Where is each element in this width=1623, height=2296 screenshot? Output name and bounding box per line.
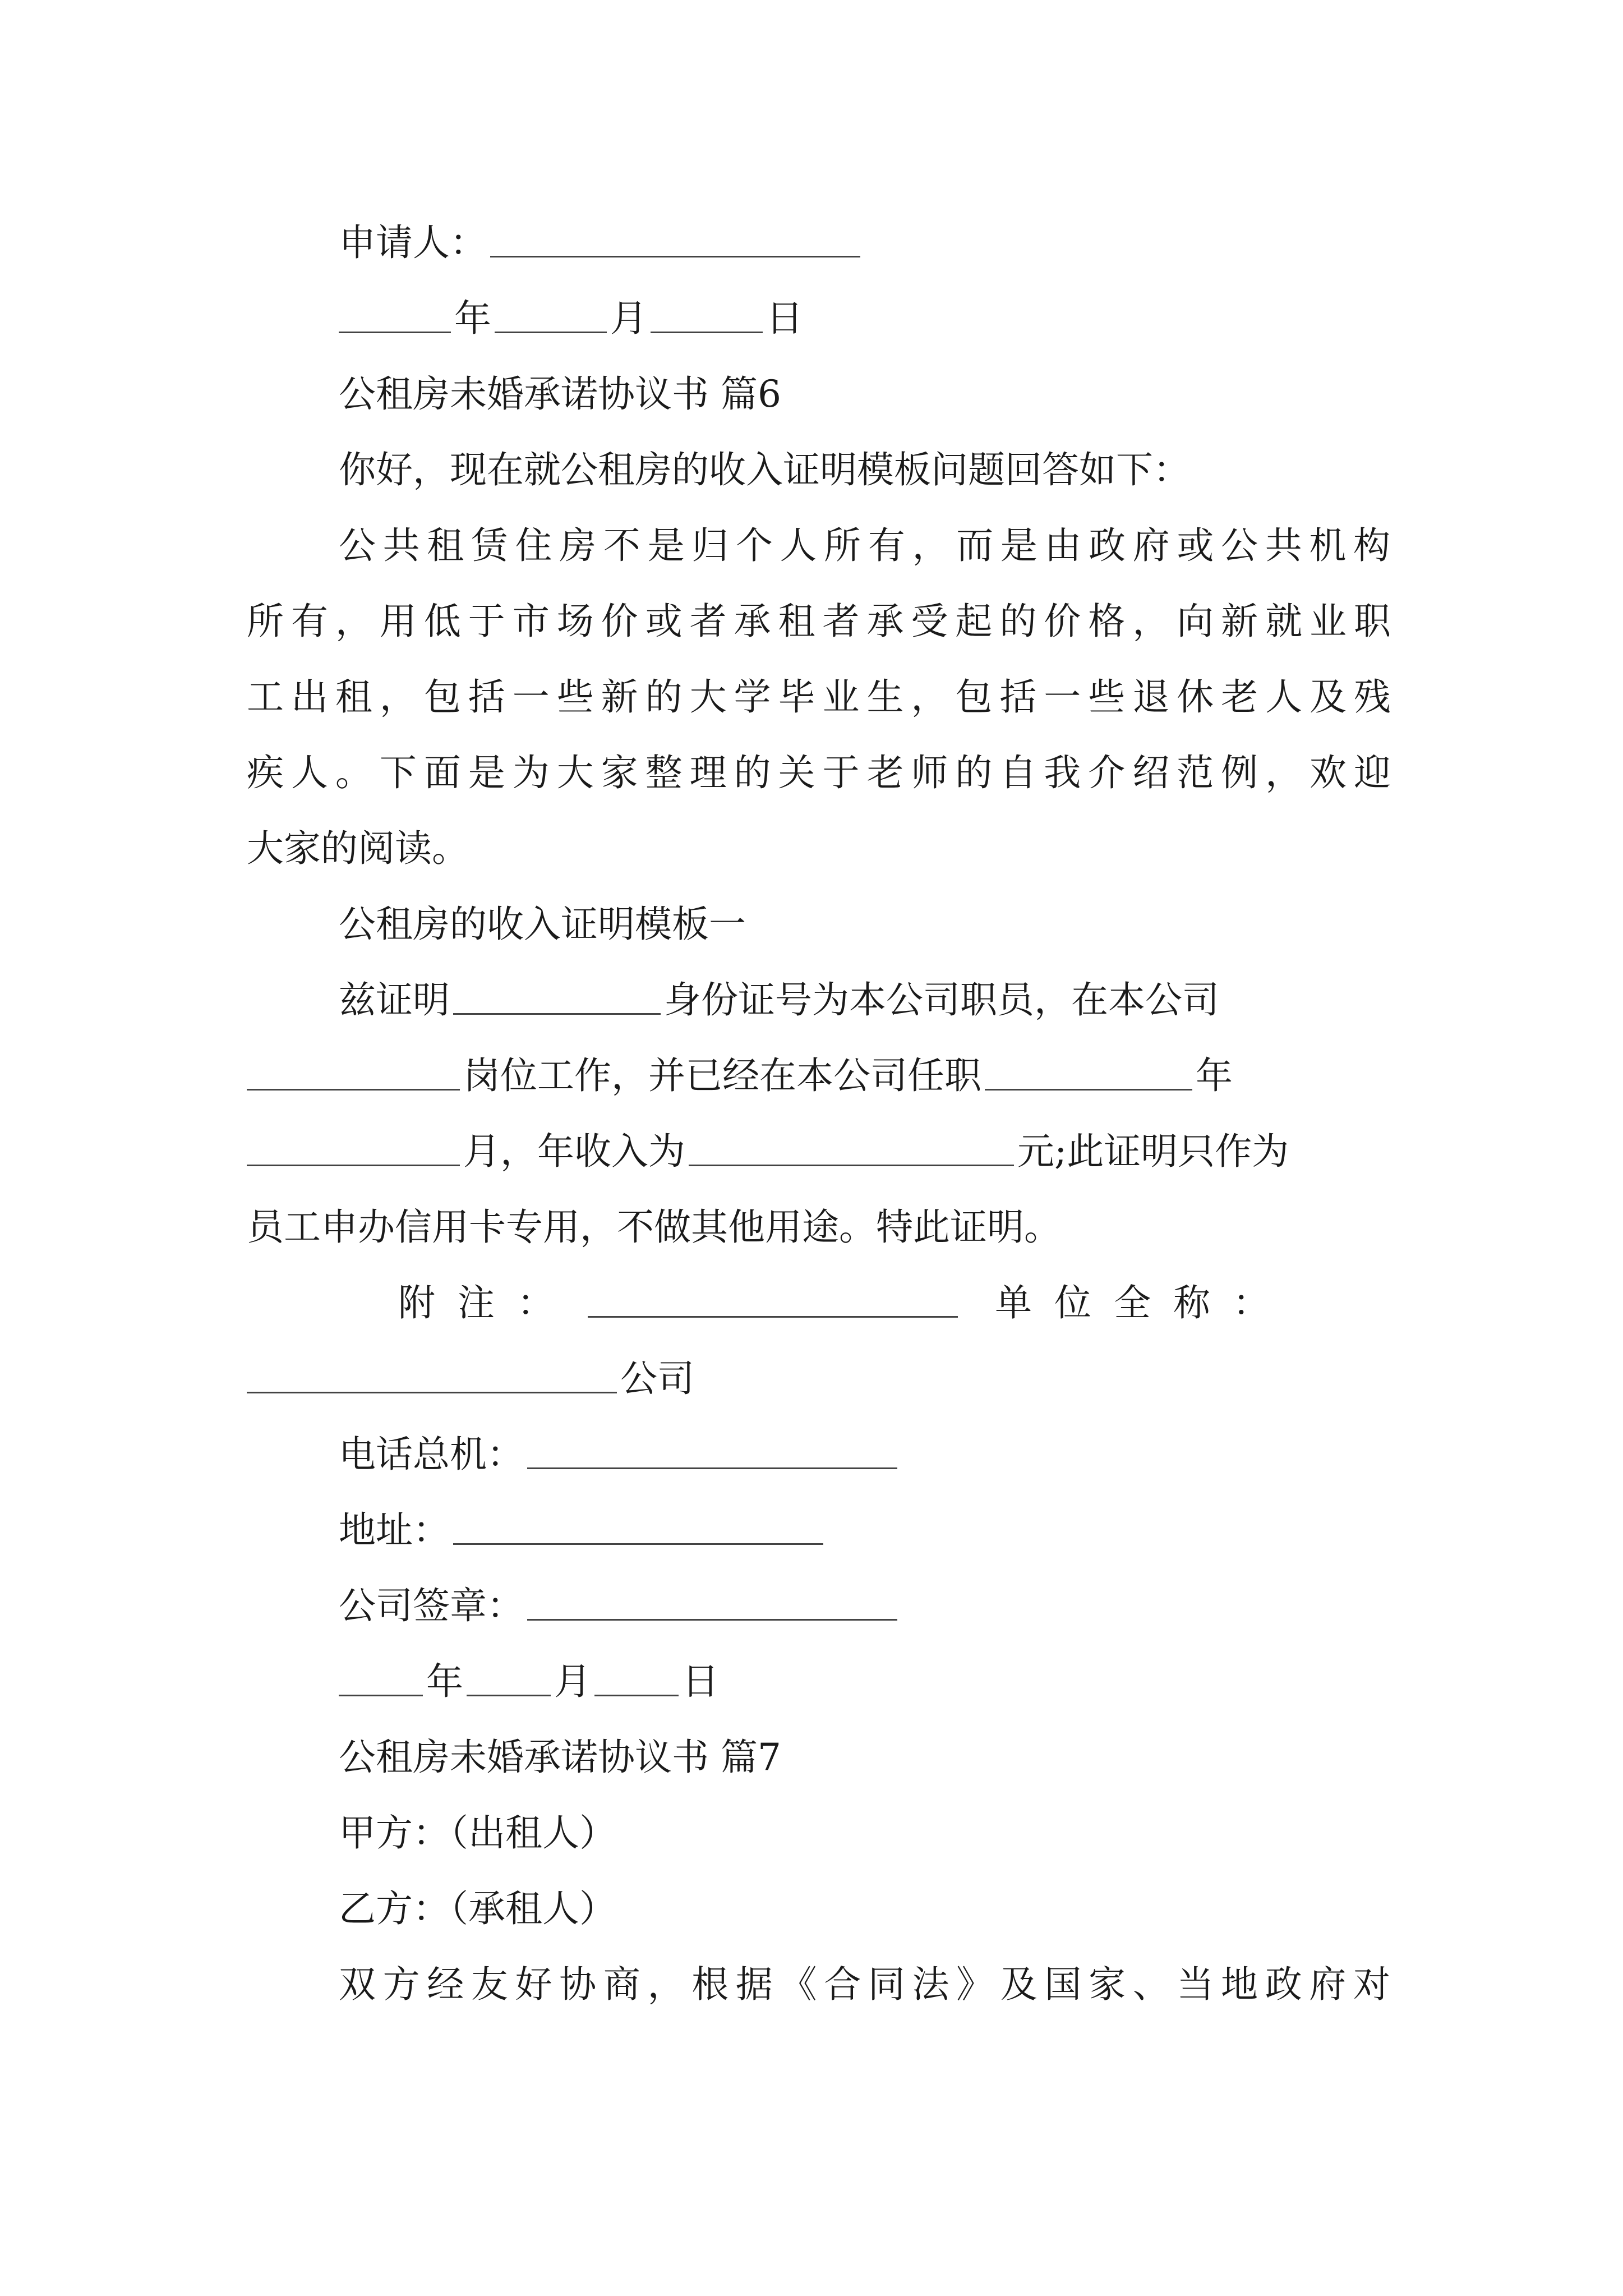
year-label: 年 [1196, 1054, 1233, 1097]
address-line [339, 1508, 1483, 1552]
day-blank[interactable] [594, 1667, 679, 1696]
month-label: 月 [610, 297, 647, 340]
telephone-blank[interactable] [527, 1439, 897, 1469]
certify-text: 岗位工作，并已经在本公司任职 [463, 1054, 981, 1097]
agreement-line: 双方经友好协商，根据《合同法》及国家、当地政府对 [339, 1963, 1390, 2006]
template-heading: 公租房的收入证明模板一 [339, 903, 746, 946]
paragraph-line: 疾人。下面是为大家整理的关于老师的自我介绍范例，欢迎 [247, 751, 1391, 794]
year-blank[interactable] [339, 303, 451, 333]
applicant-label: 申请人： [339, 221, 487, 264]
paragraph-line: 所有，用低于市场价或者承租者承受起的价格，向新就业职 [247, 600, 1391, 643]
address-label: 地址： [339, 1508, 450, 1552]
company-suffix: 公司 [620, 1357, 694, 1400]
section-heading-6: 公租房未婚承诺协议书 篇6 [339, 372, 781, 416]
certify-text: 月，年收入为 [463, 1130, 685, 1173]
telephone-line [339, 1433, 1483, 1476]
certificate-line [247, 1054, 1391, 1097]
certify-label: 兹证明 [339, 978, 450, 1022]
party-b-line: 乙方：（承租人） [339, 1887, 616, 1930]
address-blank[interactable] [453, 1515, 823, 1545]
date-line-2 [339, 1660, 1483, 1703]
company-line [247, 1357, 1391, 1400]
certificate-line [339, 978, 1390, 1022]
year-label: 年 [454, 297, 491, 340]
day-label: 日 [766, 297, 803, 340]
year-blank[interactable] [339, 1667, 423, 1696]
certificate-line: 员工申办信用卡专用，不做其他用途。特此证明。 [247, 1205, 1061, 1249]
seal-line [339, 1584, 1483, 1627]
company-name-blank[interactable] [247, 1364, 617, 1393]
telephone-label: 电话总机： [339, 1433, 524, 1476]
paragraph-line: 大家的阅读。 [247, 827, 469, 870]
month-blank[interactable] [467, 1667, 551, 1696]
name-blank[interactable] [453, 985, 661, 1015]
note-blank[interactable] [588, 1288, 958, 1318]
year-label: 年 [426, 1660, 463, 1703]
certify-text: 元;此证明只作为 [1017, 1130, 1289, 1173]
date-line-1 [339, 297, 1483, 340]
day-label: 日 [682, 1660, 719, 1703]
seal-label: 公司签章： [339, 1584, 524, 1627]
certify-text: 身份证号为本公司职员，在本公司 [664, 978, 1219, 1022]
month-blank[interactable] [247, 1137, 460, 1166]
section-heading-7: 公租房未婚承诺协议书 篇7 [339, 1736, 781, 1779]
paragraph-line: 公共租赁住房不是归个人所有，而是由政府或公共机构 [339, 524, 1390, 567]
note-line [398, 1281, 1542, 1324]
month-label: 月 [554, 1660, 591, 1703]
intro-line: 你好，现在就公租房的收入证明模板问题回答如下： [339, 448, 1190, 491]
seal-blank[interactable] [527, 1591, 897, 1621]
month-blank[interactable] [495, 303, 607, 333]
paragraph-line: 工出租，包括一些新的大学毕业生，包括一些退休老人及残 [247, 675, 1391, 719]
certificate-line [247, 1130, 1391, 1173]
applicant-blank[interactable] [490, 228, 860, 257]
income-blank[interactable] [689, 1137, 1014, 1166]
tenure-blank[interactable] [985, 1061, 1192, 1091]
party-a-line: 甲方：（出租人） [339, 1811, 616, 1855]
note-label: 附注： [398, 1281, 577, 1324]
company-name-label: 单位全称： [995, 1281, 1292, 1324]
day-blank[interactable] [651, 303, 763, 333]
position-blank[interactable] [247, 1061, 460, 1091]
applicant-line [339, 221, 1483, 264]
